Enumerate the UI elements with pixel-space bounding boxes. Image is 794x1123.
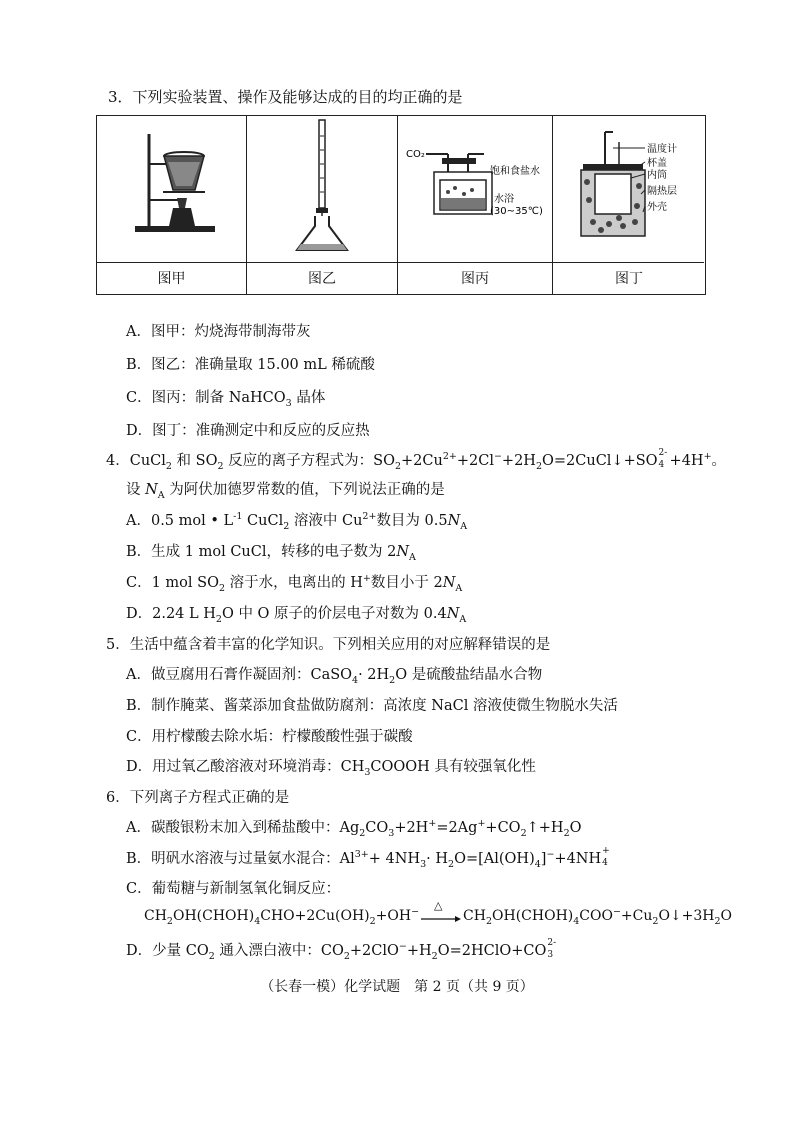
q4-option-d: D．2.24 L $H_2O$ 中 O 原子的价层电子对数为 $0.4N_A$ — [126, 606, 467, 625]
figure-crucible-burning — [97, 116, 246, 262]
label-brine: 饱和食盐水 — [490, 166, 540, 177]
page-footer: （长春一模）化学试题 第 2 页（共 9 页） — [260, 979, 534, 995]
label-lid: 杯盖 — [647, 158, 667, 169]
q4-option-a: A．0.5 mol • $L^{-1}$ CuCl$_2$ 溶液中 $Cu^{2+}$数目为 $0.5N_A$ — [126, 511, 468, 532]
q3-option-a: A．图甲：灼烧海带制海带灰 — [126, 324, 311, 340]
figure-table — [96, 115, 706, 295]
question-4-stem-2: 设 $N_A$ 为阿伏加德罗常数的值，下列说法正确的是 — [126, 482, 445, 501]
label-co2: CO₂ — [406, 149, 425, 160]
label-bath-temp: (30~35℃) — [490, 206, 543, 217]
caption-fig-b: 图乙 — [308, 271, 336, 287]
label-bath: 水浴 — [494, 194, 514, 205]
question-4-stem: 4．CuCl$_2$ 和 $SO_2$ 反应的离子方程式为：$SO_2+2Cu^{2+}+2Cl^-+2H_2O=2CuCl↓+SO$ 2- 4 +4H+。 — [106, 448, 727, 472]
question-5-stem: 5．生活中蕴含着丰富的化学知识。下列相关应用的对应解释错误的是 — [106, 637, 551, 653]
label-inner-cup: 内筒 — [647, 170, 667, 181]
q6-option-b: B．明矾水溶液与过量氨水混合：$Al^{3+}+ 4NH_3\cdot H_2O=[Al(OH)_4]^-+4NH$ + 4 — [126, 846, 610, 870]
q5-option-c: C．用柠檬酸去除水垢：柠檬酸酸性强于碳酸 — [126, 729, 413, 745]
q3-option-b: B．图乙：准确量取 15.00 mL 稀硫酸 — [126, 357, 375, 373]
q5-option-b: B．制作腌菜、酱菜添加食盐做防腐剂：高浓度 NaCl 溶液使微生物脱水失活 — [126, 698, 618, 714]
label-outer-shell: 外壳 — [647, 202, 667, 213]
q6-option-a: A．碳酸银粉末加入到稀盐酸中：$Ag_2CO_3+2H^+=2Ag^++CO_2↑+H_2O$ — [126, 818, 582, 839]
delta-symbol: △ — [434, 899, 443, 912]
label-thermometer: 温度计 — [647, 144, 677, 155]
q3-option-c: C．图丙：制备 NaHCO$_3$ 晶体 — [126, 390, 326, 409]
q6-option-d: D．少量 $CO_2$ 通入漂白液中：$CO_2+2ClO^-+H_2O=2HClO+CO$ 2- 3 — [126, 938, 557, 962]
figure-gas-bath — [398, 116, 552, 262]
q6-option-c: C．葡萄糖与新制氢氧化铜反应： — [126, 881, 341, 897]
heat-arrow — [419, 899, 463, 923]
question-3-title: 3．下列实验装置、操作及能够达成的目的均正确的是 — [108, 88, 463, 106]
figure-burette-flask — [247, 116, 397, 262]
q3-option-d: D．图丁：准确测定中和反应的反应热 — [126, 423, 370, 439]
caption-fig-a: 图甲 — [157, 271, 186, 287]
question-6-stem: 6．下列离子方程式正确的是 — [106, 790, 290, 806]
table-divider — [97, 262, 704, 263]
caption-fig-d: 图丁 — [615, 271, 643, 287]
q4-option-c: C．1 mol $SO_2$ 溶于水，电离出的 H+数目小于 $2N_A$ — [126, 573, 463, 594]
q4-option-b: B．生成 1 mol CuCl，转移的电子数为 $2N_A$ — [126, 544, 416, 563]
q6-option-c-equation: $CH_2OH(CHOH)_4CHO+2Cu(OH)_2+OH^-$ △ $CH_2OH(CHOH)_4COO^-+Cu_2O↓+3H_2O$ — [144, 899, 733, 927]
label-insulation: 隔热层 — [647, 186, 677, 197]
q5-option-d: D．用过氧乙酸溶液对环境消毒：$CH_3COOOH$ 具有较强氧化性 — [126, 759, 536, 778]
figure-calorimeter — [553, 116, 705, 262]
q5-option-a: A．做豆腐用石膏作凝固剂：CaSO$_4$· $2H_2O$ 是硫酸盐结晶水合物 — [126, 667, 543, 686]
caption-fig-c: 图丙 — [461, 271, 489, 287]
